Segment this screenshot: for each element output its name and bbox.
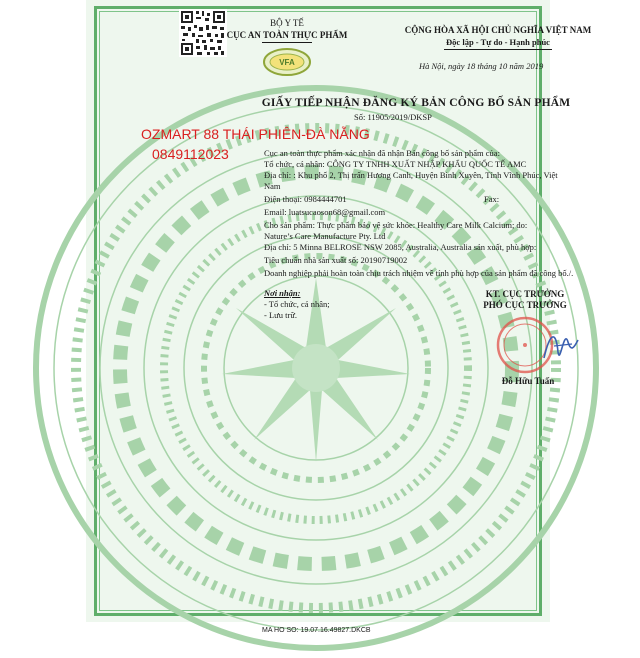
- dossier-code: MA HO SO: 19.07.16.49827.DKCB: [262, 627, 371, 634]
- body-line-phone: Điện thoại: 0984444701: [264, 194, 347, 204]
- motto-underline: [444, 49, 552, 50]
- document-title: GIẤY TIẾP NHẬN ĐĂNG KÝ BẢN CÔNG BỐ SẢN PHẨM: [261, 97, 571, 109]
- republic-name: CỘNG HÒA XÃ HỘI CHỦ NGHĨA VIỆT NAM: [404, 25, 592, 35]
- signer-position: KT. CỤC TRƯỞNG: [485, 289, 565, 299]
- body-line-organization: Tổ chức, cá nhân: CÔNG TY TNHH XUẤT NHẬP KHẨU QUỐC TẾ AMC: [264, 159, 527, 169]
- vfa-logo: [262, 47, 312, 77]
- recipient-item: - Lưu trữ.: [264, 310, 298, 320]
- body-line-address-cont: Nam: [264, 181, 281, 191]
- signer-name: Đỗ Hữu Tuấn: [501, 376, 555, 386]
- shop-watermark: OZMART 88 THÁI PHIÊN-ĐÀ NẴNG: [141, 126, 370, 142]
- body-line-email: Email: luatsucaoson68@gmail.com: [264, 207, 386, 217]
- signer-title: PHÓ CỤC TRƯỞNG: [483, 300, 567, 310]
- body-line-product: Cho sản phẩm: Thực phẩm bảo vệ sức khỏe: Healthy Care Milk Calcium; do:: [264, 220, 528, 230]
- body-line-address: Địa chỉ: : Khu phố 2, Thị trấn Hương Canh, Huyện Bình Xuyên, Tỉnh Vĩnh Phúc, Việt: [264, 170, 558, 180]
- vfa-logo-text: VFA: [279, 58, 295, 67]
- document-number: Số: 11905/2019/DKSP: [354, 112, 432, 122]
- ministry-name: BỘ Y TẾ: [270, 18, 304, 28]
- body-line-responsibility: Doanh nghiệp phải hoàn toàn chịu trách nhiệm về tính phù hợp của sản phẩm đã công bố./.: [264, 268, 574, 278]
- body-line-standard: Tiêu chuẩn nhà sản xuất số: 20190719002: [264, 255, 408, 265]
- body-line-manufacturer-address: Địa chỉ: 5 Minna BELROSE NSW 2085, Australia, Australia sản xuất, phù hợp:: [264, 242, 537, 252]
- certificate-paper: [86, 0, 592, 622]
- issue-date: Hà Nội, ngày 18 tháng 10 năm 2019: [419, 61, 544, 71]
- body-line-manufacturer: Nature’s Care Manufacture Pty. Ltd: [264, 231, 386, 241]
- recipient-item: - Tổ chức, cá nhân;: [264, 299, 330, 309]
- body-line-intro: Cục an toàn thực phẩm xác nhận đã nhận Bản công bố sản phẩm của:: [264, 148, 500, 158]
- agency-underline: [262, 42, 312, 43]
- qr-code: [179, 9, 227, 57]
- phone-watermark: 0849112023: [152, 146, 229, 162]
- agency-name: CỤC AN TOÀN THỰC PHẨM: [226, 30, 348, 40]
- recipients-title: Nơi nhận:: [264, 288, 301, 298]
- body-line-fax: Fax:: [484, 194, 500, 204]
- handwritten-signature: [538, 322, 584, 368]
- republic-motto: Độc lập - Tự do - Hạnh phúc: [446, 37, 550, 47]
